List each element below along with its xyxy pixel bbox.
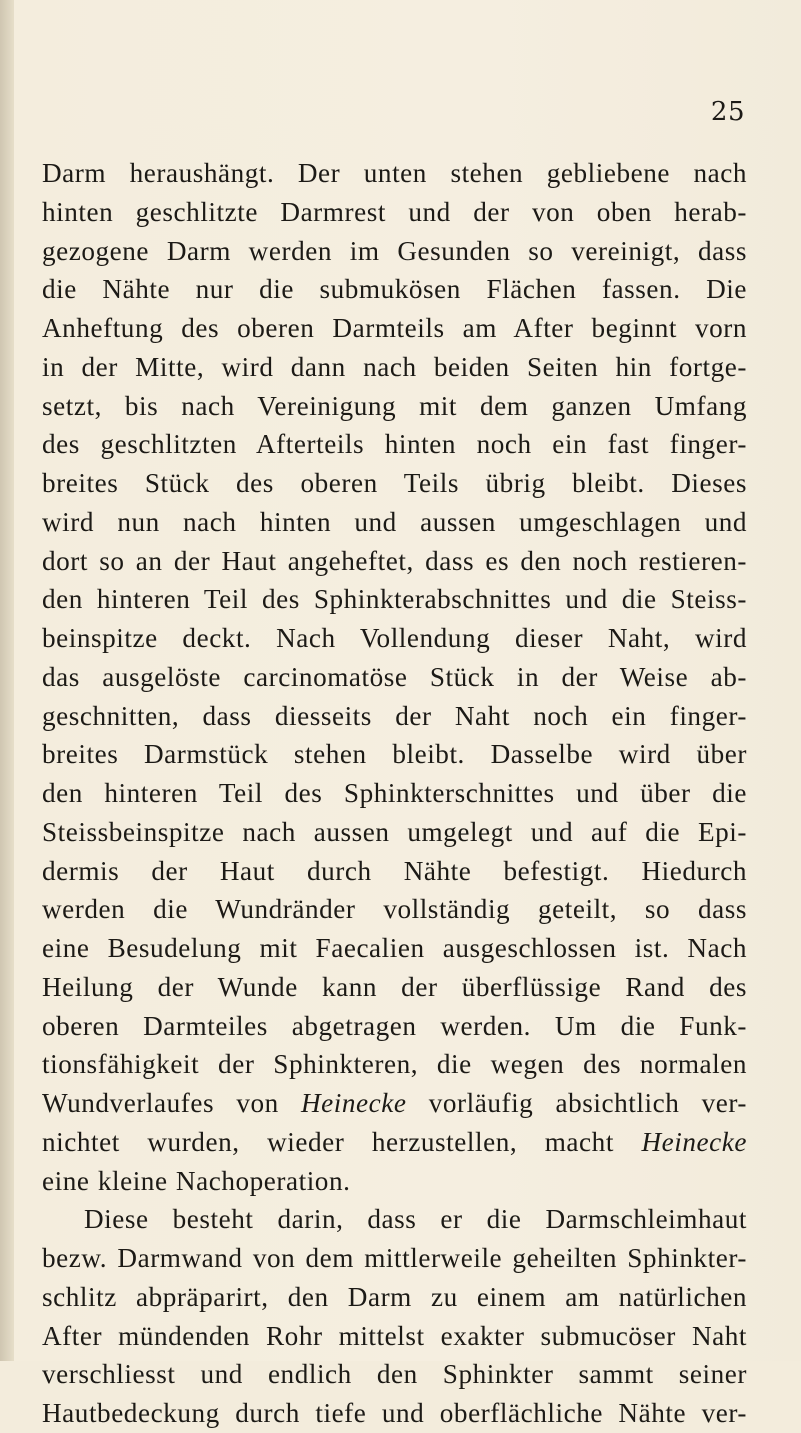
page-number: 25	[710, 97, 745, 127]
text-fragment: Wundverlaufes von	[42, 1088, 301, 1118]
text-line: in der Mitte, wird dann nach beiden Seiten hin fortge-	[42, 351, 747, 382]
text-line: schlitz abpräparirt, den Darm zu einem am natürlichen	[42, 1281, 747, 1312]
text-line: setzt, bis nach Vereinigung mit dem ganzen Umfang	[42, 390, 747, 421]
text-line: wird nun nach hinten und aussen umgeschlagen und	[42, 506, 747, 537]
text-line: breites Darmstück stehen bleibt. Dasselbe wird über	[42, 739, 747, 770]
text-line: Anheftung des oberen Darmteils am After beginnt vorn	[42, 313, 747, 343]
text-line: tionsfähigkeit der Sphinkteren, die wegen des normalen	[42, 1049, 747, 1080]
text-line	[42, 1123, 747, 1162]
text-line: Steissbeinspitze nach aussen umgelegt und auf die Epi-	[42, 816, 747, 847]
text-line: After mündenden Rohr mittelst exakter submucöser Naht	[42, 1320, 747, 1351]
text-line: die Nähte nur die submukösen Flächen fassen. Die	[42, 274, 747, 305]
author-name-italic: Heinecke	[300, 1088, 407, 1118]
text-line: Diese besteht darin, dass er die Darmschleimhaut	[84, 1204, 747, 1235]
text-line: des geschlitzten Afterteils hinten noch ein fast finger-	[42, 429, 747, 460]
text-line: oberen Darmteiles abgetragen werden. Um die Funk-	[42, 1010, 747, 1041]
text-line: eine Besudelung mit Faecalien ausgeschlossen ist. Nach	[42, 933, 747, 963]
text-line: dort so an der Haut angeheftet, dass es den noch restieren-	[42, 545, 747, 576]
author-name-italic: Heinecke	[641, 1126, 747, 1157]
text-line: beinspitze deckt. Nach Vollendung dieser Naht, wird	[42, 623, 747, 653]
text-line: werden die Wundränder vollständig geteilt, so dass	[42, 894, 747, 925]
text-line: breites Stück des oberen Teils übrig bleibt. Dieses	[42, 468, 747, 498]
body-text	[42, 154, 747, 1433]
text-fragment: nichtet wurden, wieder herzustellen, macht	[42, 1126, 642, 1157]
text-line: Heilung der Wunde kann der überflüssige Rand des	[42, 971, 747, 1002]
text-line: bezw. Darmwand von dem mittlerweile geheilten Sphinkter-	[42, 1243, 747, 1273]
text-line: den hinteren Teil des Sphinkterabschnittes und die Steiss-	[42, 584, 747, 615]
text-line: das ausgelöste carcinomatöse Stück in der Weise ab-	[42, 661, 747, 692]
text-line: gezogene Darm werden im Gesunden so vereinigt, dass	[42, 235, 747, 266]
text-line: hinten geschlitzte Darmrest und der von oben herab-	[42, 196, 747, 227]
text-line: eine kleine Nachoperation.	[42, 1165, 351, 1196]
text-line: den hinteren Teil des Sphinkterschnittes und über die	[42, 778, 747, 808]
text-line: geschnitten, dass diesseits der Naht noch ein finger-	[42, 700, 747, 731]
text-line	[42, 1084, 747, 1123]
page-binding-edge	[0, 0, 14, 1361]
text-line: verschliesst und endlich den Sphinkter sammt seiner	[42, 1359, 747, 1390]
text-line: Darm heraushängt. Der unten stehen gebliebene nach	[42, 158, 747, 188]
text-line: dermis der Haut durch Nähte befestigt. Hiedurch	[42, 855, 747, 886]
text-line: Hautbedeckung durch tiefe und oberflächliche Nähte ver-	[42, 1398, 747, 1428]
text-fragment: vorläufig absichtlich ver-	[406, 1088, 747, 1118]
